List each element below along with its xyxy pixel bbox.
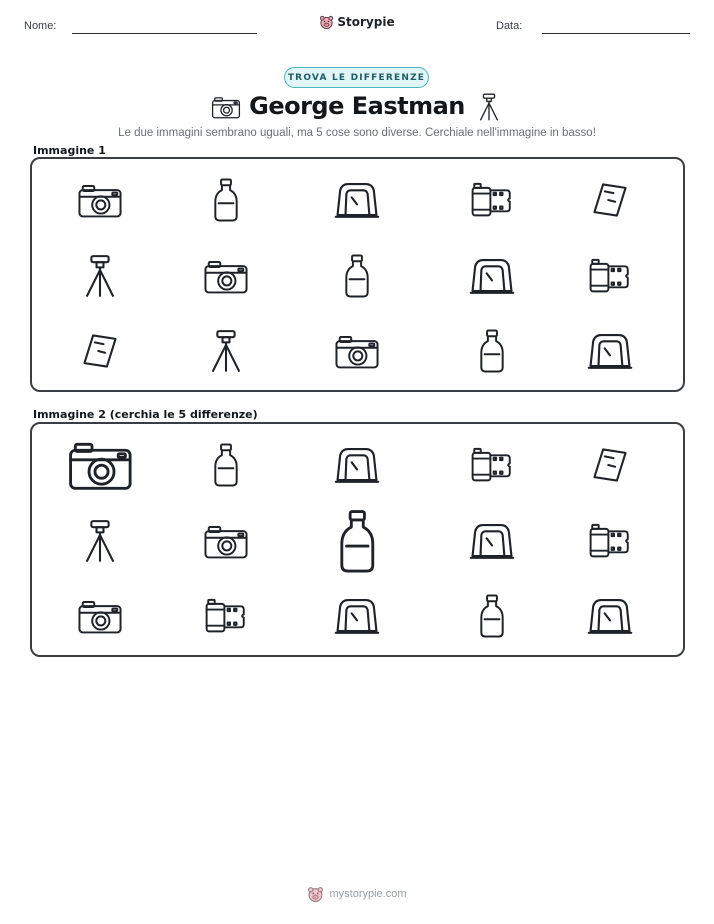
grid-cell[interactable]	[166, 505, 286, 577]
grid-cell[interactable]	[40, 580, 160, 652]
bottle-icon	[478, 328, 506, 374]
grid-cell	[432, 240, 552, 312]
grid-cell[interactable]	[166, 580, 286, 652]
film-icon	[471, 446, 513, 484]
grid-cell[interactable]	[40, 505, 160, 577]
grid-cell	[40, 164, 160, 236]
camera-icon	[77, 597, 123, 635]
grid-cell[interactable]	[550, 429, 670, 501]
grid-cell	[297, 315, 417, 387]
grid-cell	[166, 315, 286, 387]
tent-icon	[587, 330, 633, 372]
tripod-icon	[476, 92, 502, 126]
pig-mascot-icon	[319, 14, 334, 30]
glass-icon	[590, 446, 630, 484]
tent-icon	[469, 520, 515, 562]
activity-badge: TROVA LE DIFFERENZE	[284, 67, 429, 88]
image1-grid	[32, 159, 683, 390]
bottle-icon	[212, 442, 240, 488]
instructions-text: Le due immagini sembrano uguali, ma 5 cose sono diverse. Cerchiale nell'immagine in basso!	[118, 127, 596, 139]
image1-label: Immagine 1	[33, 144, 106, 157]
bottle-icon	[212, 177, 240, 223]
image1-panel	[30, 157, 685, 392]
page-title: George Eastman	[249, 92, 465, 120]
tent-icon	[334, 179, 380, 221]
grid-cell[interactable]	[432, 580, 552, 652]
grid-cell	[297, 164, 417, 236]
footer-url: mystorypie.com	[329, 888, 407, 900]
grid-cell	[40, 315, 160, 387]
glass-icon	[590, 181, 630, 219]
grid-cell[interactable]	[432, 429, 552, 501]
camera-icon	[334, 332, 380, 370]
bottle-icon	[478, 593, 506, 639]
film-icon	[589, 257, 631, 295]
name-line[interactable]	[72, 33, 257, 34]
grid-cell	[166, 164, 286, 236]
grid-cell[interactable]	[297, 505, 417, 577]
grid-cell	[550, 240, 670, 312]
date-label: Data:	[496, 20, 523, 32]
grid-cell[interactable]	[550, 580, 670, 652]
name-label: Nome:	[24, 20, 57, 32]
brand-logo	[0, 14, 714, 30]
bottle-icon	[337, 508, 378, 575]
footer	[0, 885, 714, 903]
grid-cell	[432, 315, 552, 387]
grid-cell	[432, 164, 552, 236]
grid-cell	[166, 240, 286, 312]
grid-cell[interactable]	[297, 580, 417, 652]
tripod-icon	[81, 517, 119, 565]
camera-icon	[77, 181, 123, 219]
grid-cell	[550, 315, 670, 387]
camera-icon	[203, 257, 249, 295]
grid-cell	[40, 240, 160, 312]
grid-cell[interactable]	[550, 505, 670, 577]
date-line[interactable]	[542, 33, 690, 34]
film-icon	[471, 181, 513, 219]
tripod-icon	[81, 252, 119, 300]
camera-icon	[203, 522, 249, 560]
grid-cell	[550, 164, 670, 236]
grid-cell[interactable]	[297, 429, 417, 501]
image2-panel	[30, 422, 685, 657]
camera-icon	[67, 437, 134, 492]
image2-grid[interactable]	[32, 424, 683, 655]
tripod-icon	[207, 327, 245, 375]
tent-icon	[469, 255, 515, 297]
grid-cell[interactable]	[432, 505, 552, 577]
pig-mascot-icon	[307, 885, 324, 903]
film-icon	[589, 522, 631, 560]
tent-icon	[334, 444, 380, 486]
grid-cell[interactable]	[166, 429, 286, 501]
grid-cell[interactable]	[40, 429, 160, 501]
image2-label: Immagine 2 (cerchia le 5 differenze)	[33, 408, 258, 421]
tent-icon	[587, 595, 633, 637]
grid-cell	[297, 240, 417, 312]
glass-icon	[80, 332, 120, 370]
film-icon	[205, 597, 247, 635]
tent-icon	[334, 595, 380, 637]
brand-name: Storypie	[337, 15, 395, 29]
bottle-icon	[343, 253, 371, 299]
